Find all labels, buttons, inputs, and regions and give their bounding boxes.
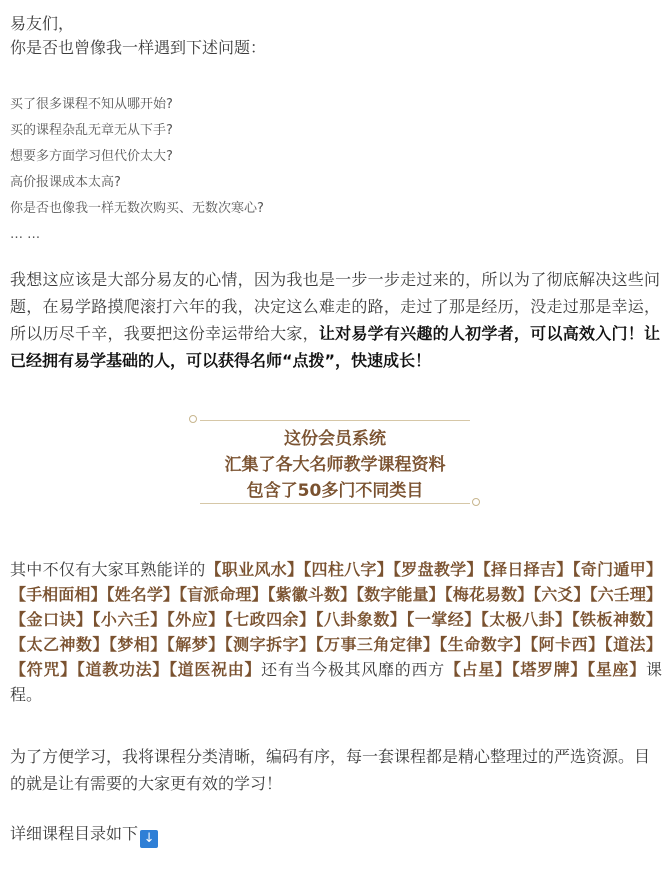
course-tag: 【道医祝由】 bbox=[168, 660, 262, 679]
course-tag: 【姓名学】 bbox=[106, 585, 179, 604]
ornament-divider bbox=[200, 503, 470, 504]
ornament-divider bbox=[200, 420, 470, 421]
course-tag: 【阿卡西】 bbox=[530, 635, 605, 654]
intro-text: 我想这应该是大部分易友的心情，因为我也是一步一步走过来的，所以为了彻底解决这些问题，在易学路摸爬滚打六年的我，决定这么难走的路，走过了那是经历，没走过那是幸运，所以历尽千辛，我要把这份幸运带给大家， bbox=[10, 270, 660, 343]
course-tag: 【太极八卦】 bbox=[480, 610, 572, 629]
course-tag: 【职业风水】 bbox=[205, 560, 304, 579]
courses-middle: 还有当今极其风靡的西方 bbox=[261, 660, 445, 679]
greeting-line-1: 易友们， bbox=[10, 14, 75, 33]
question-item: 你是否也像我一样无数次购买、无数次寒心? bbox=[10, 201, 264, 216]
course-tag: 【铁板神数】 bbox=[571, 610, 662, 629]
question-list bbox=[10, 92, 264, 248]
course-tag: 【一掌经】 bbox=[406, 610, 481, 629]
course-tag: 【六爻】 bbox=[533, 585, 590, 604]
banner-line-3: 包含了50多门不同类目 bbox=[246, 481, 424, 501]
course-tag: 【占星】 bbox=[444, 660, 512, 679]
western-tag-list bbox=[445, 660, 646, 679]
course-tag: 【符咒】 bbox=[10, 660, 77, 679]
greeting bbox=[10, 12, 266, 60]
ornament-circle-icon bbox=[189, 415, 197, 423]
courses-suffix: 课程。 bbox=[10, 660, 662, 704]
course-tag: 【梦相】 bbox=[108, 635, 167, 654]
course-tag: 【梅花易数】 bbox=[444, 585, 534, 604]
down-arrow-icon: ↓ bbox=[140, 830, 158, 848]
course-tag: 【外应】 bbox=[166, 610, 225, 629]
catalog-intro bbox=[10, 822, 158, 848]
course-tag: 【太乙神数】 bbox=[10, 635, 109, 654]
course-paragraph bbox=[10, 557, 662, 707]
ellipsis: … … bbox=[10, 227, 41, 242]
course-tag: 【七政四余】 bbox=[224, 610, 316, 629]
question-item: 高价报课成本太高? bbox=[10, 175, 121, 190]
course-tag: 【金口诀】 bbox=[10, 610, 93, 629]
question-item: 买的课程杂乱无章无从下手? bbox=[10, 123, 173, 138]
course-tag: 【万事三角定律】 bbox=[315, 635, 440, 654]
ornament-circle-icon bbox=[472, 498, 480, 506]
course-tag: 【盲派命理】 bbox=[179, 585, 268, 604]
course-tag: 【塔罗牌】 bbox=[511, 660, 588, 679]
course-tag: 【测字拆字】 bbox=[224, 635, 316, 654]
course-tag: 【择日择吉】 bbox=[482, 560, 573, 579]
course-tag: 【解梦】 bbox=[166, 635, 225, 654]
membership-banner bbox=[186, 413, 484, 510]
course-tag: 【手相面相】 bbox=[10, 585, 107, 604]
course-tag: 【八卦象数】 bbox=[315, 610, 407, 629]
banner-line-1: 这份会员系统 bbox=[284, 429, 386, 449]
catalog-intro-text: 详细课程目录如下 bbox=[10, 824, 139, 843]
course-tag: 【罗盘教学】 bbox=[393, 560, 483, 579]
question-item: 买了很多课程不知从哪开始? bbox=[10, 97, 173, 112]
course-tag: 【六壬理】 bbox=[589, 585, 662, 604]
course-tag: 【数字能量】 bbox=[356, 585, 445, 604]
course-tag: 【紫徽斗数】 bbox=[267, 585, 357, 604]
banner-line-2: 汇集了各大名师教学课程资料 bbox=[224, 455, 446, 475]
course-tag: 【奇门遁甲】 bbox=[572, 560, 662, 579]
course-tag: 【四柱八字】 bbox=[303, 560, 393, 579]
greeting-line-2: 你是否也曾像我一样遇到下述问题： bbox=[10, 38, 267, 57]
question-item: 想要多方面学习但代价太大? bbox=[10, 149, 173, 164]
course-tag: 【道法】 bbox=[604, 635, 662, 654]
courses-prefix: 其中不仅有大家耳熟能详的 bbox=[10, 560, 206, 579]
course-tag: 【生命数字】 bbox=[439, 635, 531, 654]
course-tag: 【道教功法】 bbox=[76, 660, 169, 679]
purpose-paragraph: 为了方便学习，我将课程分类清晰，编码有序，每一套课程都是精心整理过的严选资源。目的就是让有需要的大家更有效的学习！ bbox=[10, 747, 651, 793]
course-tag: 【星座】 bbox=[587, 660, 646, 679]
course-tag: 【小六壬】 bbox=[92, 610, 167, 629]
banner-text bbox=[186, 426, 484, 504]
intro-paragraph bbox=[10, 266, 660, 374]
intro-highlight: 让对易学有兴趣的人初学者，可以高效入门！让已经拥有易学基础的人，可以获得名师“点拨”，快速成长！ bbox=[10, 324, 660, 370]
